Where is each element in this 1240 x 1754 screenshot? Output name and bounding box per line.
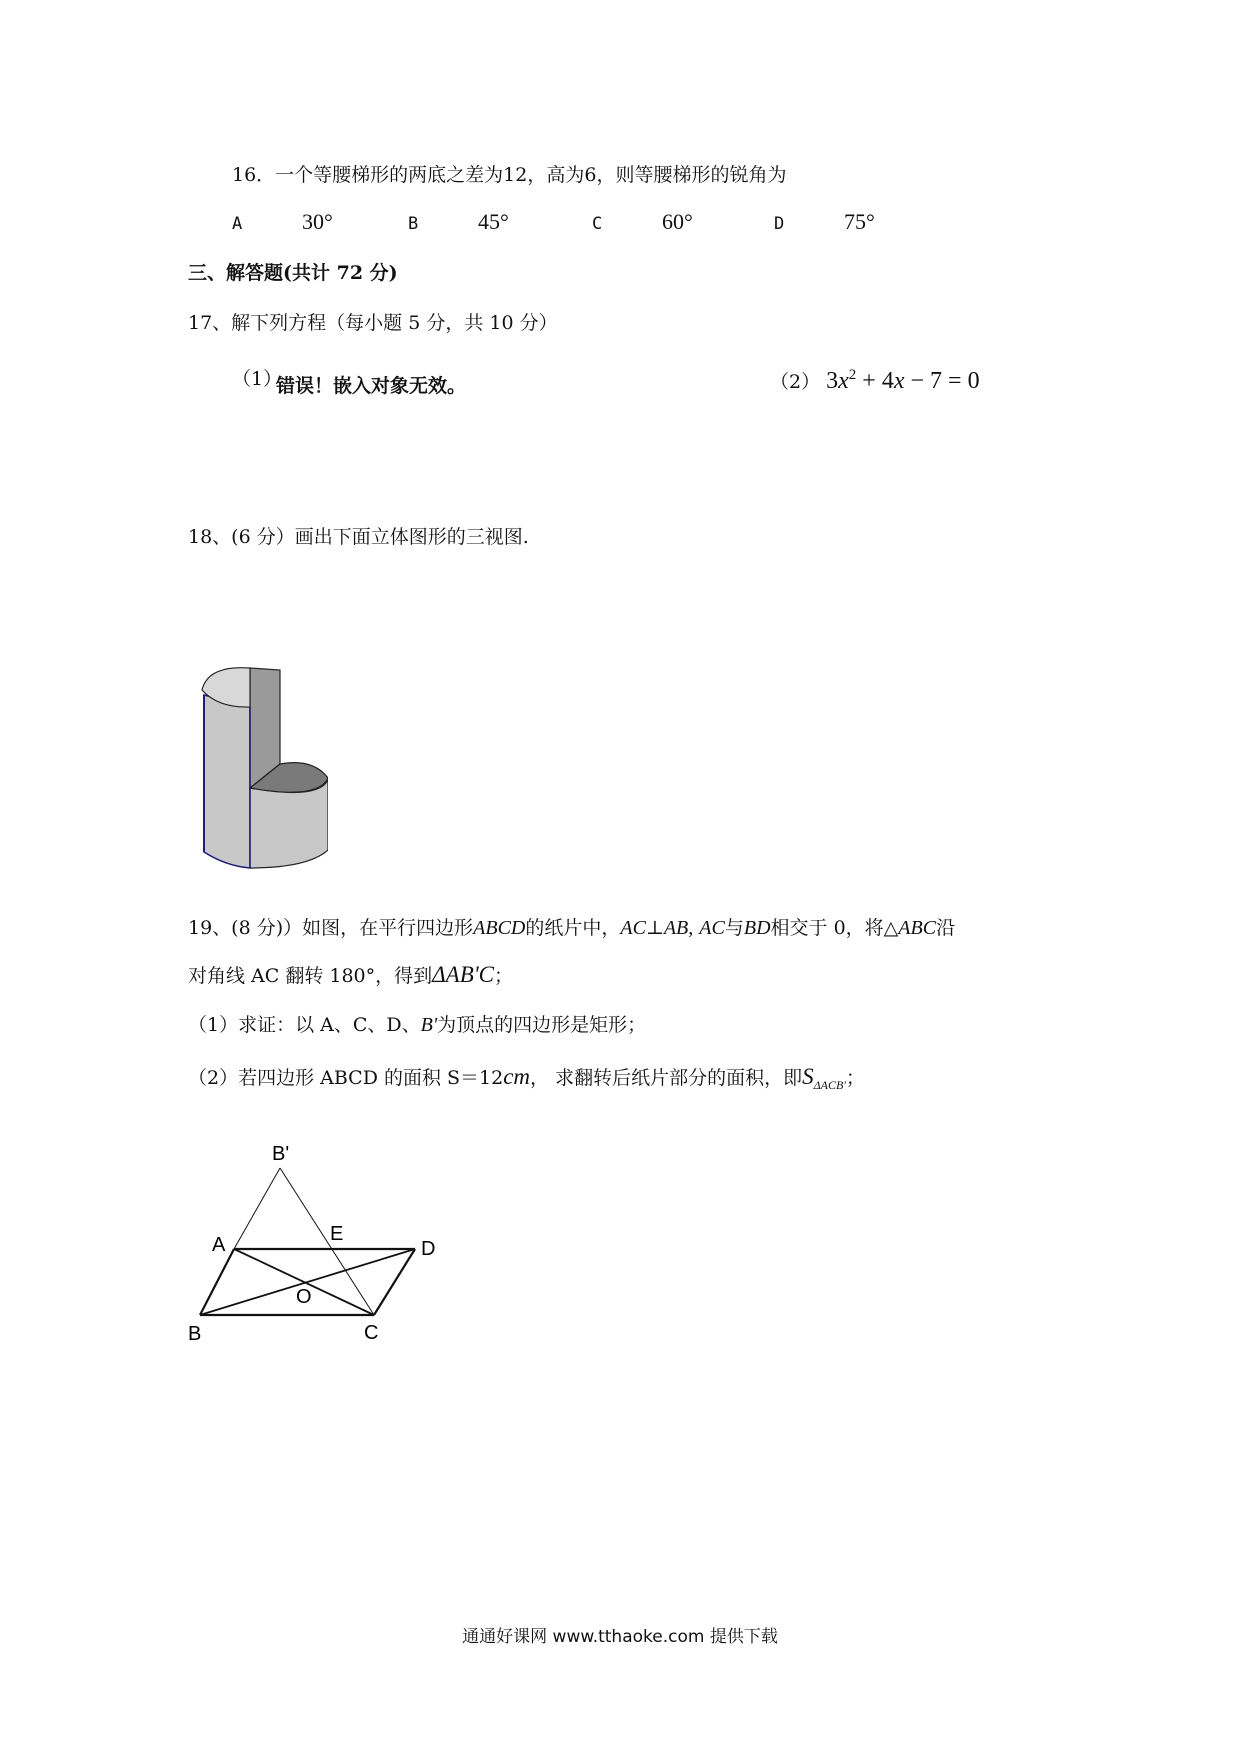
question-19-line-4: [188, 1064, 865, 1098]
option-b: [408, 209, 509, 234]
term-rest: − 7 = 0: [904, 368, 980, 394]
question-16-text: 16．一个等腰梯形的两底之差为12，高为6，则等腰梯形的锐角为: [232, 164, 787, 186]
q19-math: ABCD: [473, 917, 526, 939]
embedded-object-error: 错误！嵌入对象无效。: [276, 375, 467, 397]
q19-text: 相交于 0，将△: [770, 917, 899, 939]
label-e: E: [330, 1223, 344, 1245]
q19-text: （2）若四边形 ABCD 的面积 S＝12: [188, 1067, 504, 1089]
q19-text: 与: [724, 917, 744, 939]
q19-text: 沿: [936, 917, 956, 939]
option-c: [592, 209, 693, 234]
parallelogram-figure: [180, 1128, 450, 1348]
perpendicular-symbol: ⊥: [645, 917, 664, 939]
option-letter: D: [774, 214, 785, 234]
option-d: [774, 209, 875, 234]
exponent: 2: [848, 367, 857, 383]
q19-math-subscript: ΔACB': [813, 1077, 846, 1092]
label-c: C: [364, 1322, 379, 1344]
option-letter: C: [592, 214, 603, 234]
label-o: O: [296, 1286, 312, 1308]
q19-math: cm: [503, 1064, 531, 1089]
section-title: 三、解答题(共计 72 分): [188, 262, 398, 284]
label-a: A: [212, 1234, 226, 1256]
q19-math: S: [802, 1064, 814, 1089]
q19-text: ；: [494, 965, 514, 987]
q19-math: ABC: [898, 917, 937, 939]
term-mid: + 4: [856, 368, 894, 394]
option-a: [232, 209, 333, 234]
variable-x: x: [893, 368, 905, 394]
sub-question-2: [770, 362, 980, 395]
label-b: B: [188, 1323, 202, 1345]
q19-text: ， 求翻转后纸片部分的面积，即: [530, 1067, 803, 1089]
q19-math: B': [420, 1014, 438, 1036]
question-18-text: 18、(6 分）画出下面立体图形的三视图.: [188, 526, 529, 548]
option-value: 60°: [662, 209, 693, 234]
footer-text: 通通好课网 www.tthaoke.com 提供下载: [462, 1627, 778, 1647]
q19-text: 19、(8 分)）如图，在平行四边形: [188, 917, 474, 939]
label-b-prime: B': [272, 1143, 290, 1165]
q19-math: AC: [699, 917, 725, 939]
side-ab-prime: [234, 1168, 280, 1249]
option-value: 30°: [302, 209, 333, 234]
equation: [826, 368, 979, 394]
sub-question-1-label: （1）: [232, 368, 283, 390]
q19-text: （1）求证：以 A、C、D、: [188, 1014, 421, 1036]
q19-text: 对角线 AC 翻转 180°，得到: [188, 965, 433, 987]
q19-math: AC: [620, 917, 646, 939]
variable-x: x: [838, 368, 849, 394]
q19-math: BD: [743, 917, 771, 939]
option-value: 45°: [478, 209, 509, 234]
question-19-line-2: [188, 962, 513, 989]
option-value: 75°: [844, 209, 875, 234]
sub-question-2-label: （2）: [770, 371, 821, 393]
side-ba: [200, 1249, 234, 1315]
option-letter: B: [408, 214, 419, 234]
question-19-line-3: [188, 1012, 646, 1038]
option-letter: A: [232, 214, 243, 234]
question-17-text: 17、解下列方程（每小题 5 分，共 10 分）: [188, 312, 558, 334]
question-19-line-1: [188, 915, 955, 941]
coef-a: 3: [826, 368, 839, 394]
q19-math: ΔAB'C: [432, 962, 495, 987]
q19-math: AB,: [663, 917, 694, 939]
q19-text: ；: [845, 1067, 865, 1089]
label-d: D: [421, 1238, 436, 1260]
q19-text: 为顶点的四边形是矩形；: [437, 1014, 647, 1036]
solid-figure: [168, 660, 328, 870]
q19-text: 的纸片中，: [525, 917, 621, 939]
